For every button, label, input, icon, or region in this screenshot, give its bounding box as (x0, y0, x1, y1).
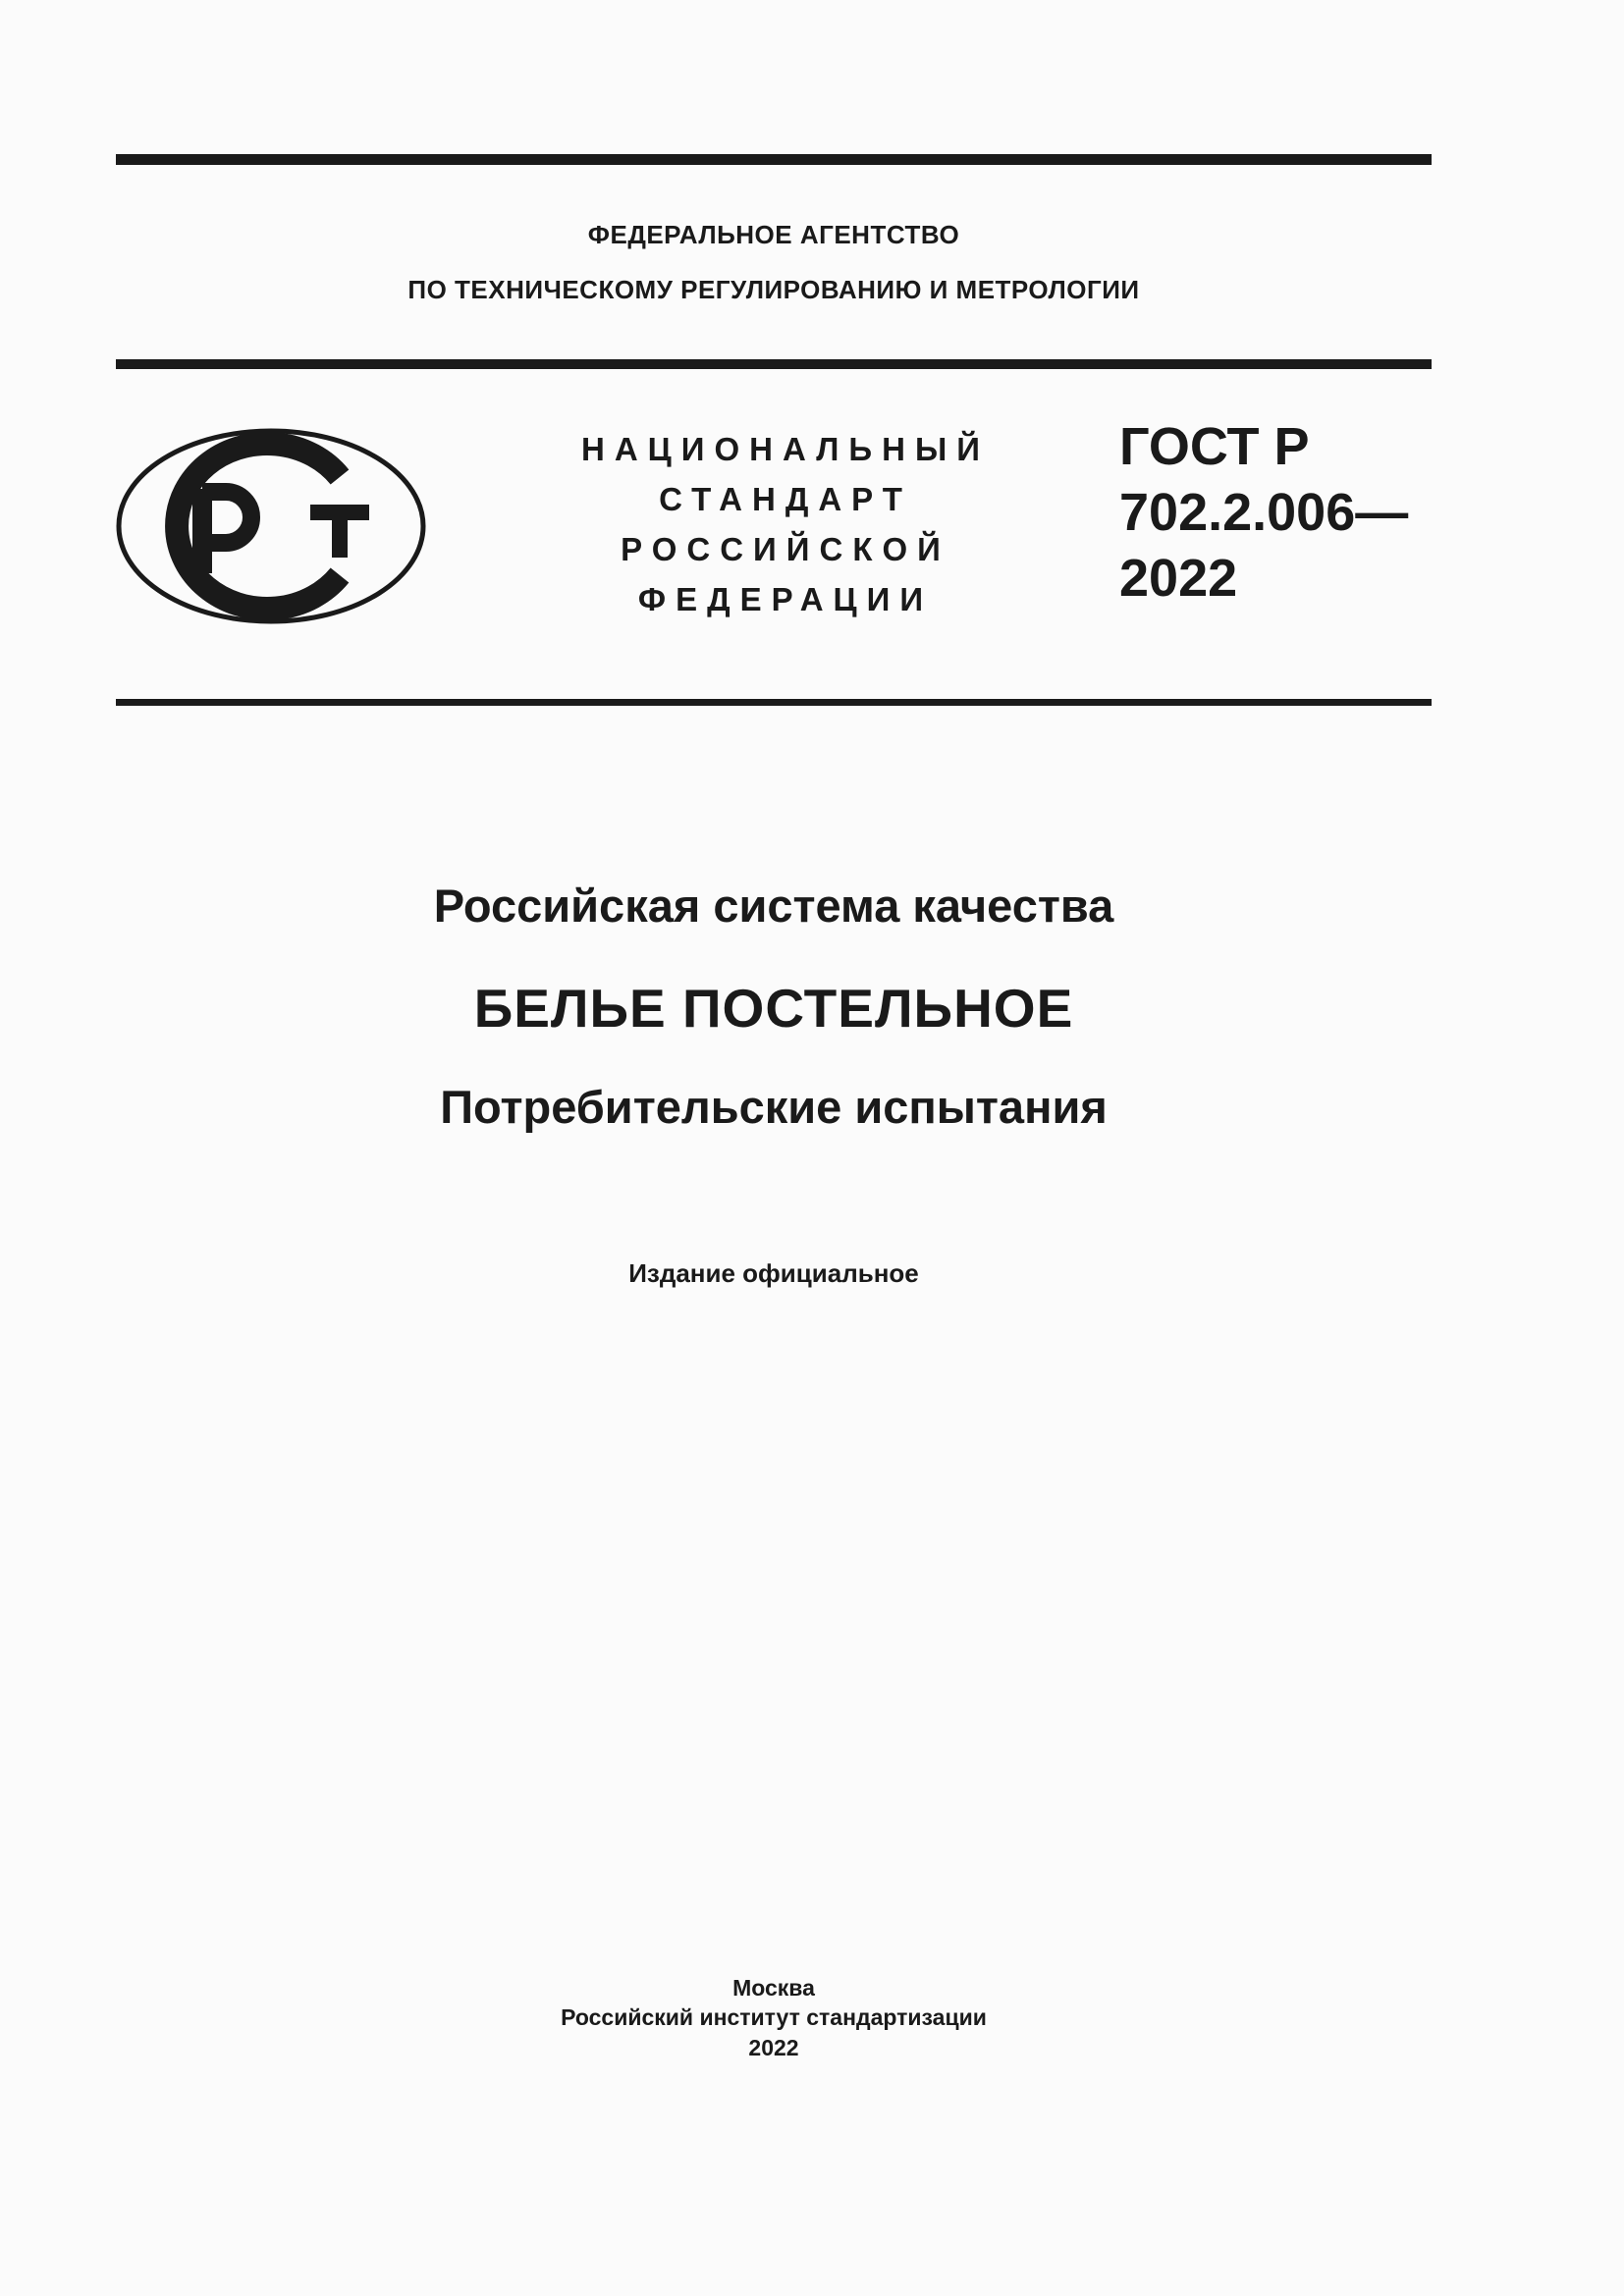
title-block-rule (116, 699, 1432, 706)
standard-designation (1119, 414, 1424, 612)
edition-note: Издание официальное (628, 1258, 919, 1288)
imprint-year: 2022 (748, 2035, 799, 2060)
standard-type-line-2: СТАНДАРТ (659, 481, 912, 517)
header-rule (116, 359, 1432, 369)
designation-line-1: ГОСТ Р (1119, 417, 1310, 476)
agency-name-line-1: ФЕДЕРАЛЬНОЕ АГЕНТСТВО (587, 220, 960, 249)
document-title: БЕЛЬЕ ПОСТЕЛЬНОЕ (473, 978, 1074, 1039)
document-series: Российская система качества (433, 880, 1114, 932)
standard-type-line-3: РОССИЙСКОЙ (621, 531, 950, 567)
imprint-publisher: Российский институт стандартизации (561, 2004, 987, 2030)
agency-name-line-2: ПО ТЕХНИЧЕСКОМУ РЕГУЛИРОВАНИЮ И МЕТРОЛОГИИ (407, 275, 1140, 304)
standard-type-line-4: ФЕДЕРАЦИИ (637, 581, 934, 617)
imprint-city: Москва (732, 1975, 815, 2001)
designation-line-2: 702.2.006— (1119, 483, 1409, 542)
standard-type-block (550, 424, 1021, 624)
document-subtitle: Потребительские испытания (440, 1081, 1108, 1133)
rst-certification-mark-icon (116, 428, 426, 624)
standard-type-line-1: НАЦИОНАЛЬНЫЙ (581, 431, 990, 467)
designation-line-3: 2022 (1119, 549, 1238, 608)
top-rule (116, 154, 1432, 165)
